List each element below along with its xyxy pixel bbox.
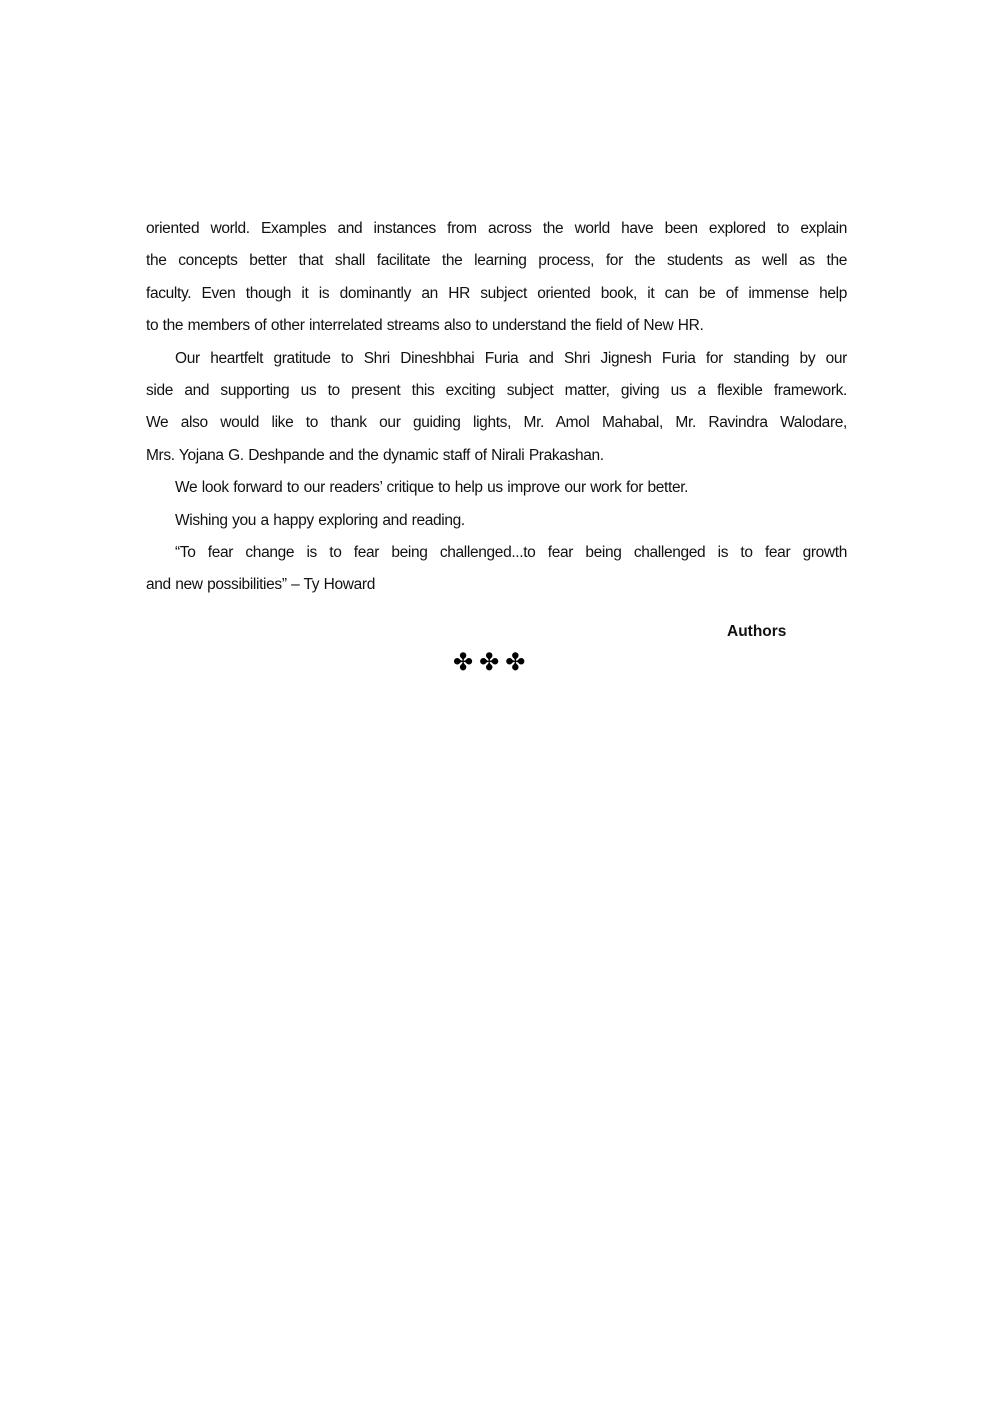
paragraph-2-line-2: side and supporting us to present this exciting subject matter, giving us a flexible framework.: [146, 381, 847, 399]
paragraph-2-line-4: Mrs. Yojana G. Deshpande and the dynamic staff of Nirali Prakashan.: [146, 446, 604, 464]
paragraph-1-line-4: to the members of other interrelated streams also to understand the field of New HR.: [146, 317, 704, 335]
ornament-icon: ✤✤✤: [453, 648, 532, 676]
signature-authors: Authors: [727, 623, 787, 640]
quote-line-2: and new possibilities” – Ty Howard: [146, 576, 375, 594]
paragraph-1-line-3: faculty. Even though it is dominantly an HR subject oriented book, it can be of immense help: [146, 284, 847, 302]
quote-line-1: “To fear change is to fear being challenged...to fear being challenged is to fear growth: [175, 543, 847, 561]
paragraph-4-line-1: Wishing you a happy exploring and reading.: [175, 511, 465, 529]
paragraph-3-line-1: We look forward to our readers’ critique to help us improve our work for better.: [175, 479, 689, 497]
paragraph-1-line-1: oriented world. Examples and instances from across the world have been explored to explain: [146, 220, 847, 237]
paragraph-2-line-3: We also would like to thank our guiding lights, Mr. Amol Mahabal, Mr. Ravindra Walodare,: [146, 414, 847, 432]
document-body: [146, 213, 847, 602]
paragraph-2-line-1: Our heartfelt gratitude to Shri Dineshbhai Furia and Shri Jignesh Furia for standing by our: [175, 349, 847, 367]
paragraph-1-line-2: the concepts better that shall facilitate the learning process, for the students as well as the: [146, 252, 847, 270]
